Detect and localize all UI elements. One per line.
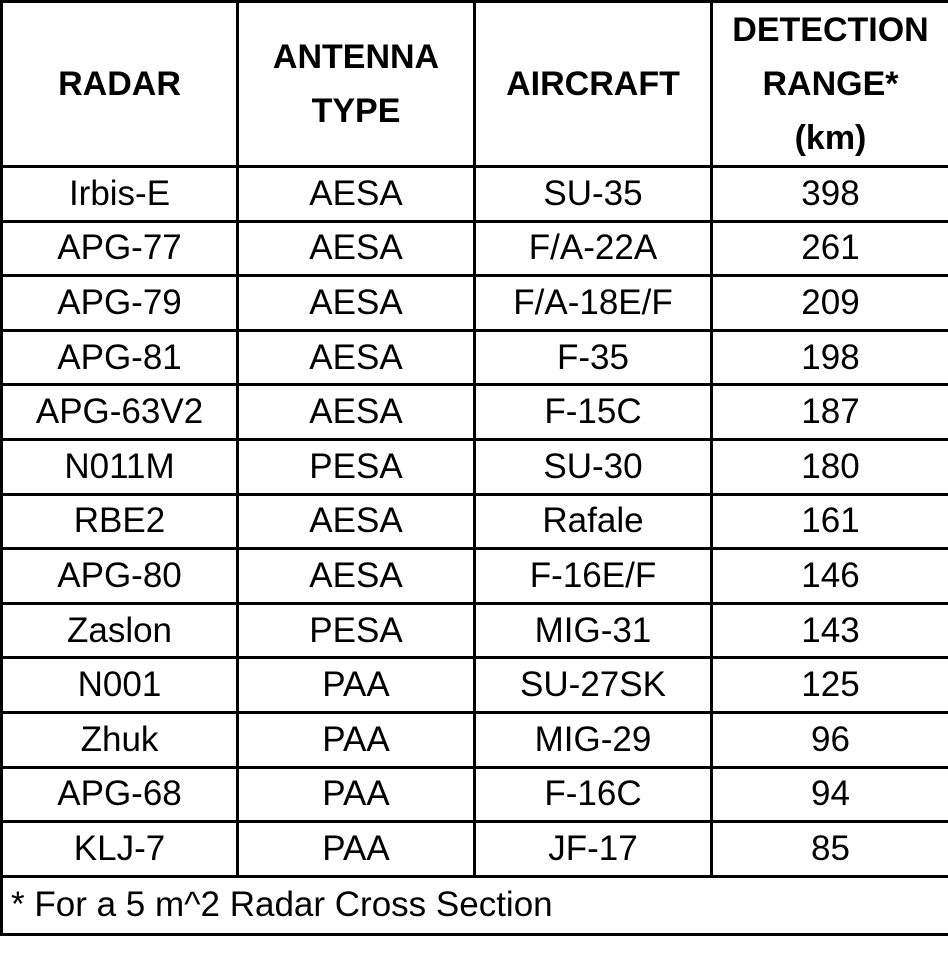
table-row	[2, 276, 948, 331]
cell-antenna-type: AESA	[238, 494, 475, 549]
column-header-line: TYPE	[311, 92, 401, 130]
cell-antenna-type: PESA	[238, 603, 475, 658]
column-header-line: ANTENNA	[272, 38, 440, 76]
cell-aircraft: F-16E/F	[475, 549, 712, 604]
footnote-row	[2, 876, 948, 934]
table-row	[2, 385, 948, 440]
cell-radar: Irbis-E	[2, 167, 238, 222]
cell-radar: RBE2	[2, 494, 238, 549]
cell-detection-range: 161	[712, 494, 948, 549]
column-header-line: AIRCRAFT	[506, 65, 680, 103]
column-header-line: DETECTION	[732, 11, 929, 49]
cell-aircraft: MIG-29	[475, 712, 712, 767]
cell-antenna-type: PAA	[238, 822, 475, 877]
cell-aircraft: Rafale	[475, 494, 712, 549]
cell-antenna-type: AESA	[238, 221, 475, 276]
cell-detection-range: 198	[712, 330, 948, 385]
column-header-antenna-type	[238, 2, 475, 167]
cell-detection-range: 398	[712, 167, 948, 222]
column-header-radar	[2, 2, 238, 167]
cell-aircraft: F-16C	[475, 767, 712, 822]
cell-antenna-type: PAA	[238, 767, 475, 822]
cell-detection-range: 180	[712, 439, 948, 494]
table-row	[2, 822, 948, 877]
cell-aircraft: F/A-22A	[475, 221, 712, 276]
table-row	[2, 494, 948, 549]
cell-detection-range: 146	[712, 549, 948, 604]
cell-detection-range: 125	[712, 658, 948, 713]
column-header-line: RADAR	[58, 65, 181, 103]
cell-radar: Zaslon	[2, 603, 238, 658]
cell-aircraft: F-15C	[475, 385, 712, 440]
cell-detection-range: 94	[712, 767, 948, 822]
cell-radar: APG-68	[2, 767, 238, 822]
table-row	[2, 712, 948, 767]
footnote: * For a 5 m^2 Radar Cross Section	[2, 876, 948, 934]
header-row	[2, 2, 948, 167]
cell-antenna-type: AESA	[238, 330, 475, 385]
column-header-line: RANGE*	[762, 65, 899, 103]
cell-aircraft: F-35	[475, 330, 712, 385]
cell-radar: N011M	[2, 439, 238, 494]
cell-radar: N001	[2, 658, 238, 713]
table-footer	[2, 876, 948, 934]
table-header	[2, 2, 948, 167]
table-row	[2, 330, 948, 385]
cell-antenna-type: AESA	[238, 385, 475, 440]
cell-radar: APG-79	[2, 276, 238, 331]
cell-detection-range: 187	[712, 385, 948, 440]
table-row	[2, 221, 948, 276]
cell-detection-range: 209	[712, 276, 948, 331]
cell-detection-range: 96	[712, 712, 948, 767]
cell-antenna-type: PESA	[238, 439, 475, 494]
column-header-line: (km)	[794, 119, 867, 157]
cell-antenna-type: AESA	[238, 167, 475, 222]
cell-aircraft: F/A-18E/F	[475, 276, 712, 331]
column-header-detection-range	[712, 2, 948, 167]
cell-aircraft: SU-30	[475, 439, 712, 494]
cell-antenna-type: PAA	[238, 712, 475, 767]
cell-detection-range: 143	[712, 603, 948, 658]
cell-radar: APG-81	[2, 330, 238, 385]
cell-antenna-type: AESA	[238, 549, 475, 604]
cell-detection-range: 261	[712, 221, 948, 276]
cell-aircraft: SU-27SK	[475, 658, 712, 713]
table-row	[2, 603, 948, 658]
table-row	[2, 658, 948, 713]
cell-radar: Zhuk	[2, 712, 238, 767]
cell-radar: KLJ-7	[2, 822, 238, 877]
table-row	[2, 549, 948, 604]
cell-aircraft: MIG-31	[475, 603, 712, 658]
cell-radar: APG-63V2	[2, 385, 238, 440]
cell-radar: APG-77	[2, 221, 238, 276]
cell-aircraft: JF-17	[475, 822, 712, 877]
column-header-aircraft	[475, 2, 712, 167]
table-row	[2, 439, 948, 494]
table-row	[2, 167, 948, 222]
cell-detection-range: 85	[712, 822, 948, 877]
cell-aircraft: SU-35	[475, 167, 712, 222]
cell-radar: APG-80	[2, 549, 238, 604]
cell-antenna-type: AESA	[238, 276, 475, 331]
cell-antenna-type: PAA	[238, 658, 475, 713]
table-row	[2, 767, 948, 822]
table-body	[2, 167, 948, 877]
